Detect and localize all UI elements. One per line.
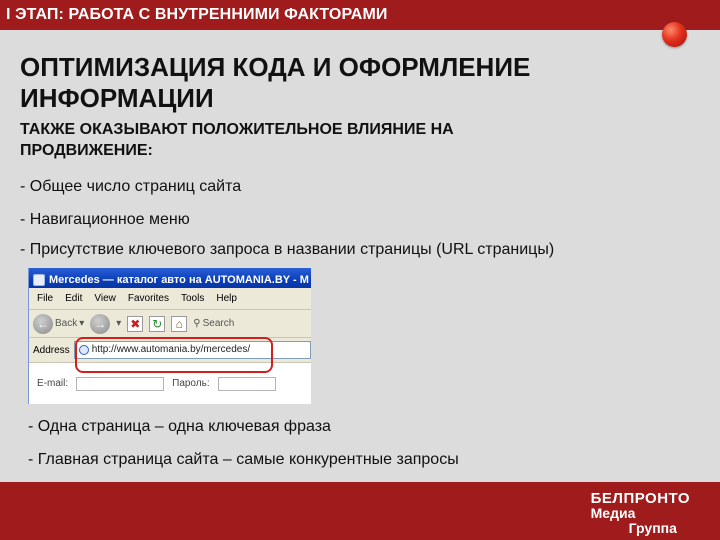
- company-logo: [591, 491, 690, 536]
- url-highlight-frame: [75, 337, 273, 373]
- browser-toolbar: [29, 310, 311, 338]
- password-label: Пароль:: [172, 378, 210, 389]
- top-banner: [0, 0, 720, 30]
- search-button[interactable]: [193, 318, 234, 329]
- menu-help[interactable]: Help: [216, 293, 237, 304]
- chevron-down-icon: ▾: [116, 318, 122, 329]
- back-arrow-icon: ←: [33, 314, 53, 334]
- home-button[interactable]: ⌂: [171, 316, 187, 332]
- email-field[interactable]: [76, 377, 164, 391]
- stage-title: I ЭТАП: РАБОТА С ВНУТРЕННИМИ ФАКТОРАМИ: [6, 6, 388, 23]
- address-value: http://www.automania.by/mercedes/: [91, 344, 251, 355]
- bullet-keyword-in-url: - Присутствие ключевого запроса в названии страницы (URL страницы): [20, 241, 555, 258]
- address-label: Address: [33, 344, 70, 356]
- logo-line-3: Группа: [628, 520, 677, 536]
- back-button[interactable]: [33, 314, 84, 334]
- bullet-navigation-menu: - Навигационное меню: [20, 211, 190, 228]
- menu-edit[interactable]: Edit: [65, 293, 83, 304]
- search-icon: ⚲: [193, 318, 201, 329]
- password-field[interactable]: [218, 377, 276, 391]
- menu-favorites[interactable]: Favorites: [127, 293, 169, 304]
- browser-titlebar: [29, 268, 311, 288]
- stop-button[interactable]: ✖: [127, 316, 143, 332]
- red-circle-icon: [662, 22, 687, 47]
- search-label: Search: [202, 318, 235, 329]
- browser-menubar: [29, 288, 311, 310]
- back-label: Back: [55, 318, 78, 329]
- email-label: E-mail:: [37, 378, 69, 389]
- chevron-down-icon: ▾: [79, 318, 85, 329]
- browser-screenshot: [28, 268, 311, 404]
- bullet-one-page-one-phrase: - Одна страница – одна ключевая фраза: [28, 418, 331, 435]
- bullet-page-count: - Общее число страниц сайта: [20, 178, 242, 195]
- logo-line-2: Медиа: [590, 505, 636, 521]
- page-icon: [33, 274, 45, 286]
- menu-tools[interactable]: Tools: [180, 293, 205, 304]
- menu-view[interactable]: View: [94, 293, 116, 304]
- refresh-button[interactable]: ↻: [149, 316, 165, 332]
- logo-line-1: БЕЛПРОНТО: [590, 490, 690, 507]
- menu-file[interactable]: File: [37, 293, 54, 304]
- slide-subheading: ТАКЖЕ ОКАЗЫВАЮТ ПОЛОЖИТЕЛЬНОЕ ВЛИЯНИЕ НА ПРОДВИЖЕНИЕ:: [20, 121, 454, 159]
- slide-heading: ОПТИМИЗАЦИЯ КОДА И ОФОРМЛЕНИЕ ИНФОРМАЦИИ: [20, 52, 531, 113]
- forward-button[interactable]: →: [90, 314, 110, 334]
- bullet-main-page-competitive: - Главная страница сайта – самые конкурентные запросы: [28, 451, 459, 468]
- browser-window-title: Mercedes — каталог авто на AUTOMANIA.BY - M: [49, 273, 309, 286]
